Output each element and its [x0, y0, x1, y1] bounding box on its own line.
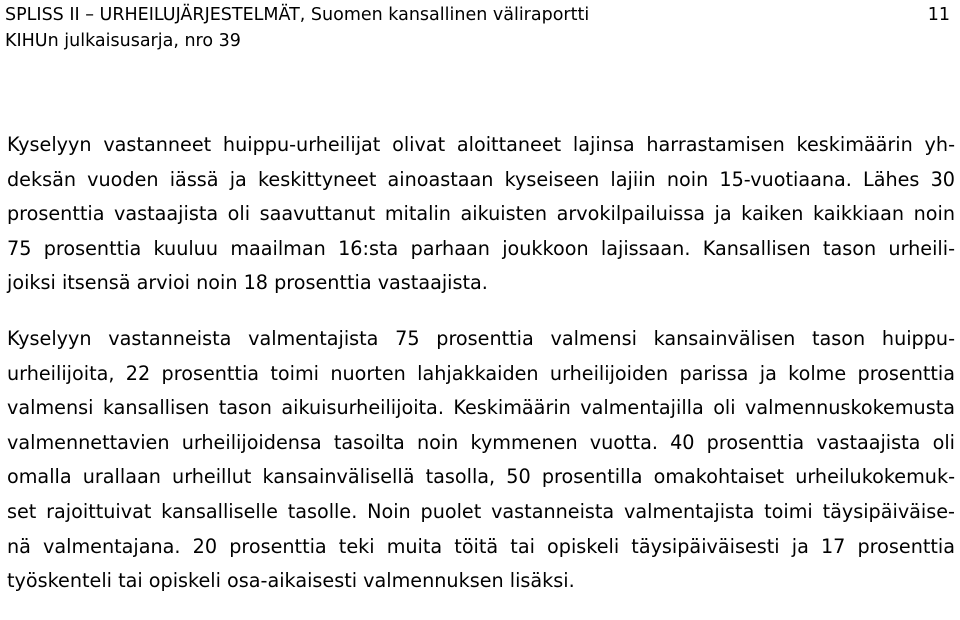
- text-line: työskenteli tai opiskeli osa-aikaisesti valmennuksen lisäksi.: [7, 569, 575, 593]
- text-line: prosenttia vastaajista oli saavuttanut mitalin aikuisten arvokilpailuissa ja kaiken kaikkiaan noin: [7, 202, 955, 226]
- paragraph-coaches: [7, 322, 955, 599]
- body-text: [7, 128, 955, 620]
- text-line: valmennettavien urheilijoidensa tasoilta noin kymmenen vuotta. 40 prosenttia vastaajista oli: [7, 430, 955, 454]
- page-number: 11: [927, 5, 950, 25]
- text-line: nä valmentajana. 20 prosenttia teki muita töitä tai opiskeli täysipäiväisesti ja 17 prosenttia: [7, 534, 955, 558]
- text-line: urheilijoita, 22 prosenttia toimi nuorten lahjakkaiden urheilijoiden parissa ja kolme prosenttia: [7, 361, 955, 385]
- text-line: omalla urallaan urheillut kansainvälisellä tasolla, 50 prosentilla omakohtaiset urheilukokemuk-: [7, 465, 955, 489]
- header-series: KIHUn julkaisusarja, nro 39: [5, 31, 241, 51]
- text-line: valmensi kansallisen tason aikuisurheilijoita. Keskimäärin valmentajilla oli valmennuskokemusta: [7, 396, 955, 420]
- text-line: Kyselyyn vastanneista valmentajista 75 prosenttia valmensi kansainvälisen tason huippu-: [7, 326, 955, 350]
- header-title: SPLISS II – URHEILUJÄRJESTELMÄT, Suomen kansallinen väliraportti: [5, 5, 590, 25]
- text-line: Kyselyyn vastanneet huippu-urheilijat olivat aloittaneet lajinsa harrastamisen keskimäärin yh-: [7, 133, 955, 156]
- running-header: [5, 2, 950, 54]
- text-line: deksän vuoden iässä ja keskittyneet ainoastaan kyseiseen lajiin noin 15-vuotiaana. Lähes 30: [7, 167, 955, 191]
- text-line: joiksi itsensä arvioi noin 18 prosenttia vastaajista.: [7, 271, 488, 295]
- text-line: set rajoittuivat kansalliselle tasolle. Noin puolet vastanneista valmentajista toimi täysipäiväise-: [7, 499, 955, 523]
- paragraph-athletes: [7, 128, 955, 301]
- text-line: 75 prosenttia kuuluu maailman 16:sta parhaan joukkoon lajissaan. Kansallisen tason urheili-: [7, 236, 955, 260]
